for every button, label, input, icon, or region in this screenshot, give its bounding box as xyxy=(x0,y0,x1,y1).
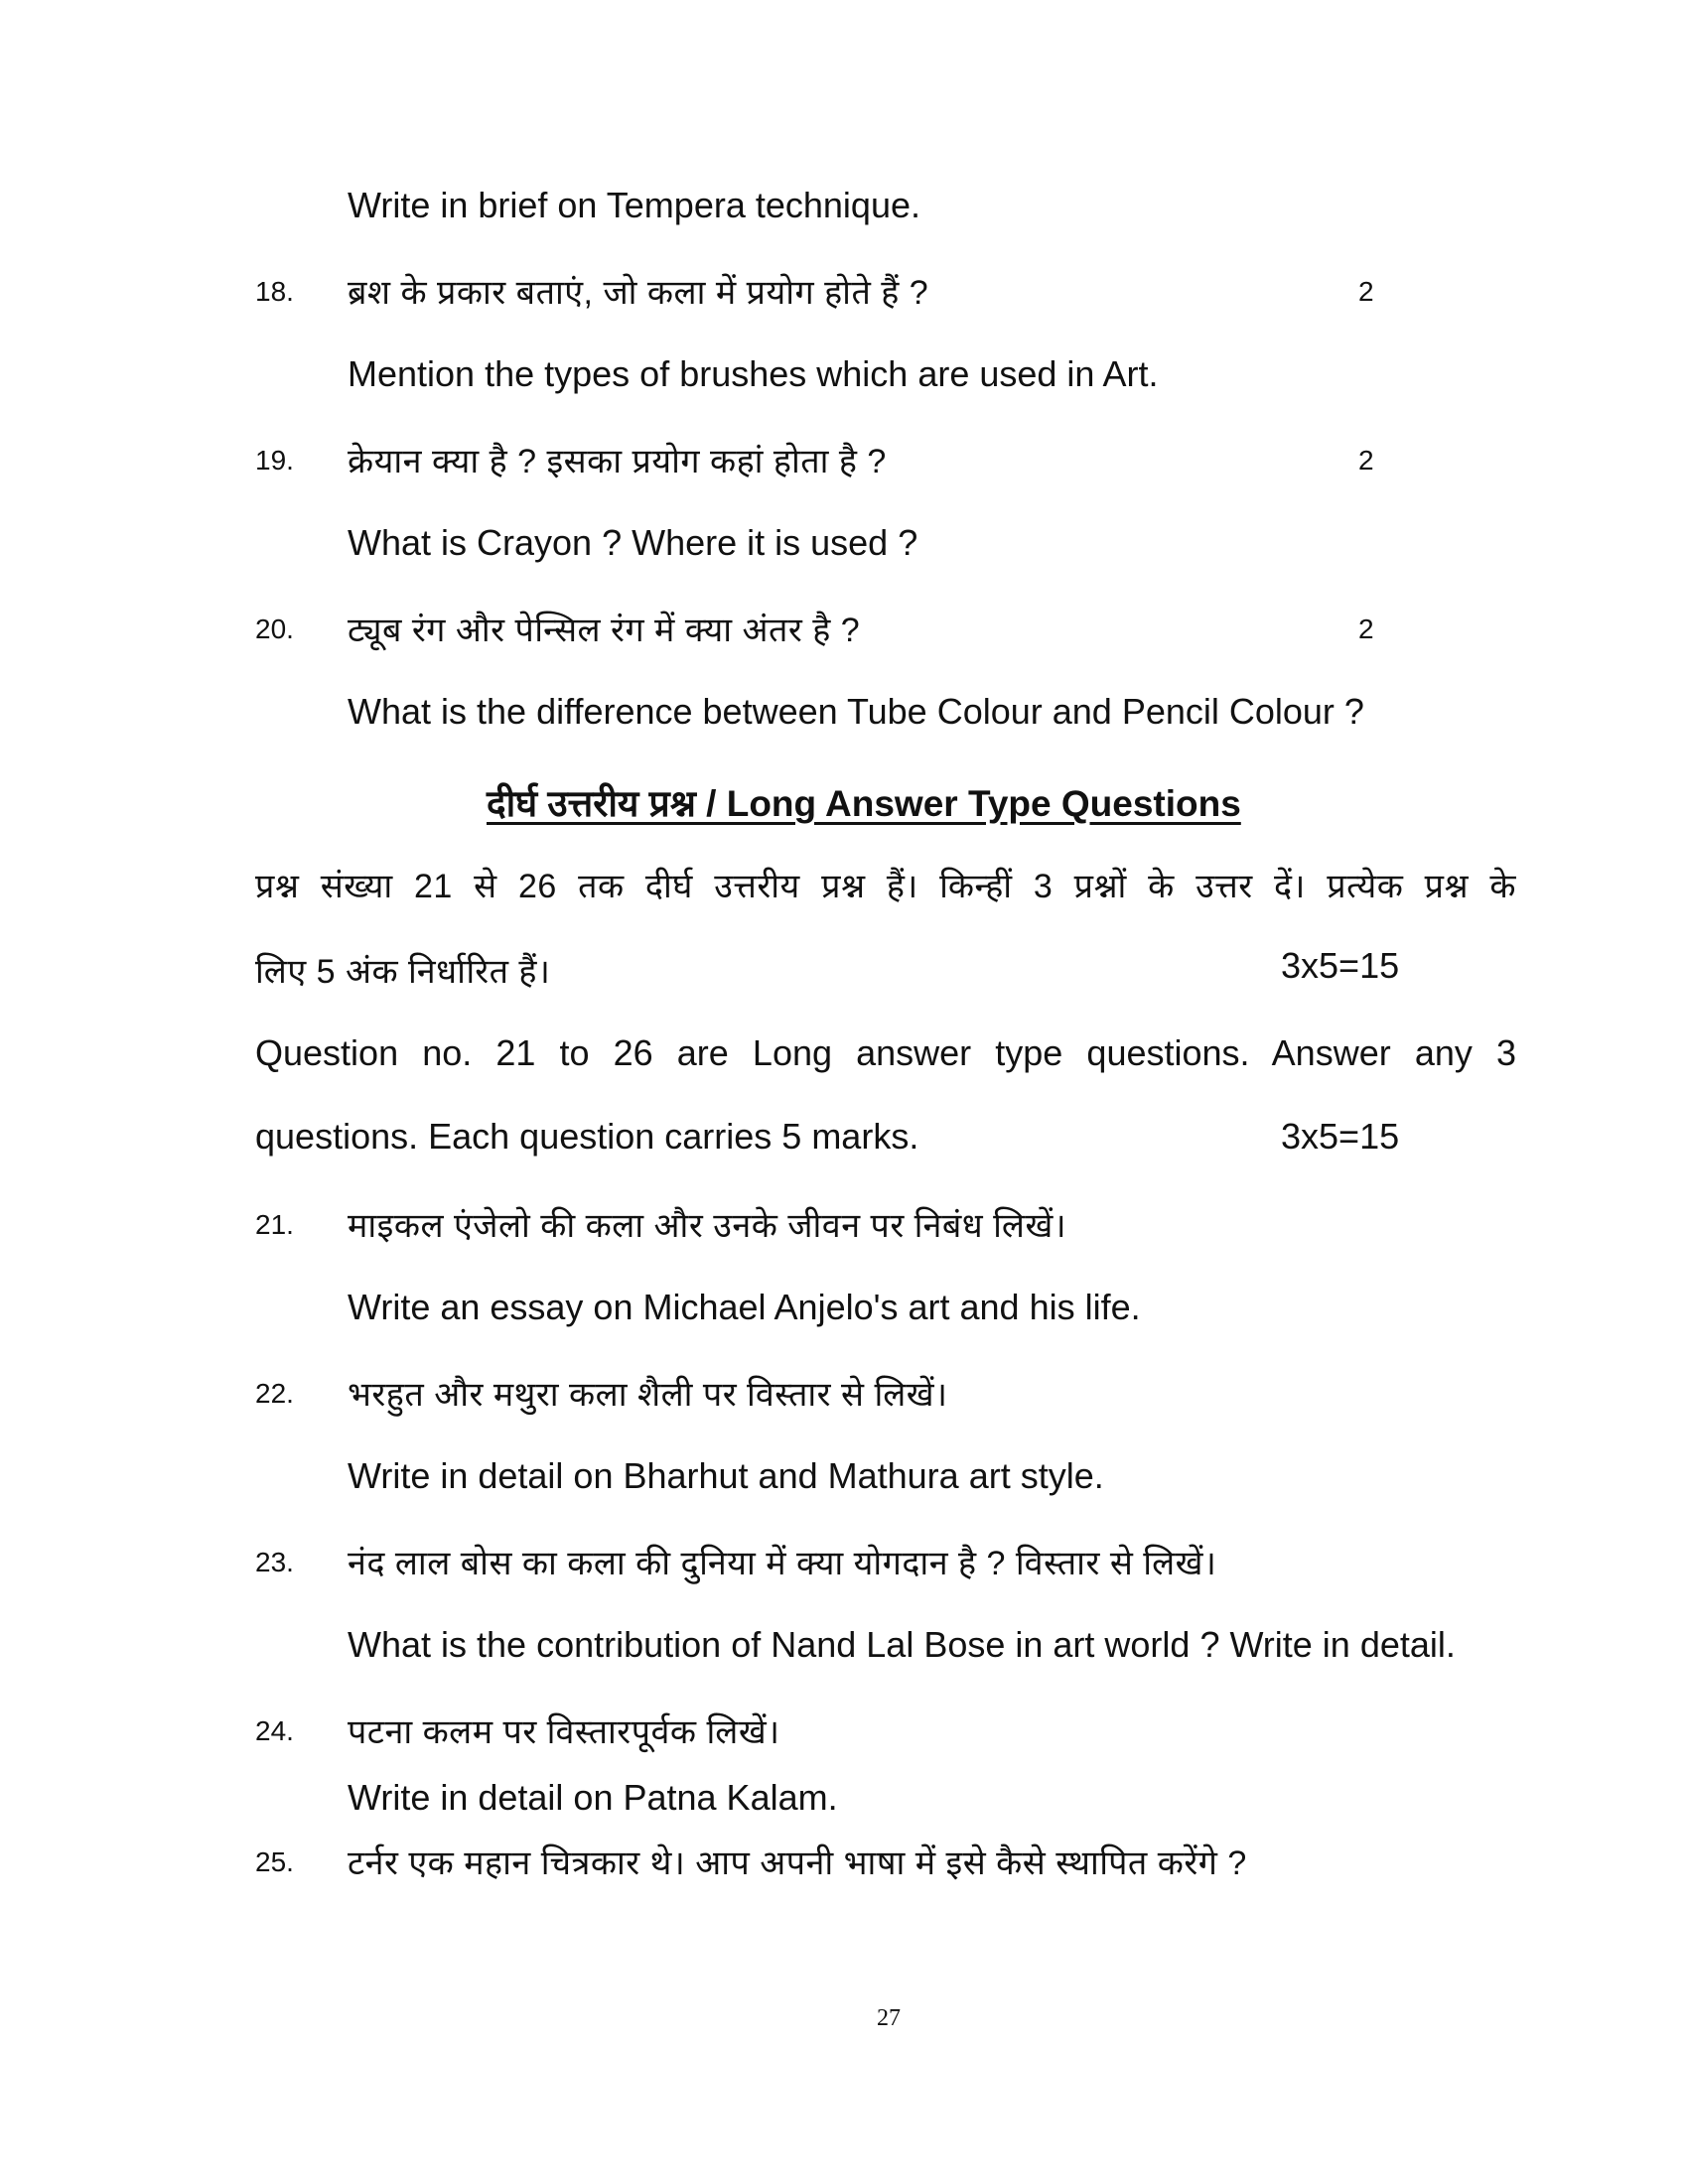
section-heading: दीर्घ उत्तरीय प्रश्न / Long Answer Type Questions xyxy=(487,783,1241,824)
question-marks: 2 xyxy=(1358,276,1374,307)
question-number: 18. xyxy=(255,276,294,307)
question-english-text: What is Crayon ? Where it is used ? xyxy=(348,522,918,563)
question-hindi-text: ब्रश के प्रकार बताएं, जो कला में प्रयोग होते हैं ? xyxy=(348,274,929,312)
question-marks: 2 xyxy=(1358,445,1374,476)
question-hindi-text: पटना कलम पर विस्तारपूर्वक लिखें। xyxy=(348,1713,780,1751)
score-english: 3x5=15 xyxy=(1281,1116,1400,1157)
score-hindi: 3x5=15 xyxy=(1281,945,1400,986)
question-hindi-text: टर्नर एक महान चित्रकार थे। आप अपनी भाषा में इसे कैसे स्थापित करेंगे ? xyxy=(348,1844,1247,1882)
question-number: 23. xyxy=(255,1547,294,1577)
q17-english-text: Write in brief on Tempera technique. xyxy=(348,185,920,225)
instructions-hindi-line2: लिए 5 अंक निर्धारित हैं। xyxy=(255,953,551,991)
question-number: 25. xyxy=(255,1846,294,1877)
question-hindi-text: भरहुत और मथुरा कला शैली पर विस्तार से लिखें। xyxy=(348,1376,948,1414)
question-english-text: Write in detail on Patna Kalam. xyxy=(348,1777,838,1818)
question-hindi-text: क्रेयान क्या है ? इसका प्रयोग कहां होता है ? xyxy=(348,443,887,480)
question-hindi-text: नंद लाल बोस का कला की दुनिया में क्या योगदान है ? विस्तार से लिखें। xyxy=(348,1545,1217,1582)
instructions-hindi-line1: प्रश्न संख्या 21 से 26 तक दीर्घ उत्तरीय प्रश्न हैं। किन्हीं 3 प्रश्नों के उत्तर दें। प्रत्येक प्रश्न के xyxy=(255,868,1516,905)
question-english-text: What is the difference between Tube Colour and Pencil Colour ? xyxy=(348,691,1364,732)
question-english-text: What is the contribution of Nand Lal Bose in art world ? Write in detail. xyxy=(348,1624,1456,1665)
question-hindi-text: ट्यूब रंग और पेन्सिल रंग में क्या अंतर है ? xyxy=(348,612,861,649)
question-number: 24. xyxy=(255,1715,294,1746)
question-english-text: Write an essay on Michael Anjelo's art and his life. xyxy=(348,1287,1141,1327)
page-number: 27 xyxy=(877,2005,901,2031)
question-english-text: Mention the types of brushes which are used in Art. xyxy=(348,353,1159,394)
question-hindi-text: माइकल एंजेलो की कला और उनके जीवन पर निबंध लिखें। xyxy=(348,1207,1067,1245)
question-number: 22. xyxy=(255,1378,294,1409)
question-english-text: Write in detail on Bharhut and Mathura art style. xyxy=(348,1455,1104,1496)
question-number: 20. xyxy=(255,614,294,644)
question-number: 19. xyxy=(255,445,294,476)
instructions-english-line2: questions. Each question carries 5 marks. xyxy=(255,1116,919,1157)
question-marks: 2 xyxy=(1358,614,1374,644)
question-number: 21. xyxy=(255,1209,294,1240)
instructions-english-line1: Question no. 21 to 26 are Long answer type questions. Answer any 3 xyxy=(255,1032,1516,1073)
